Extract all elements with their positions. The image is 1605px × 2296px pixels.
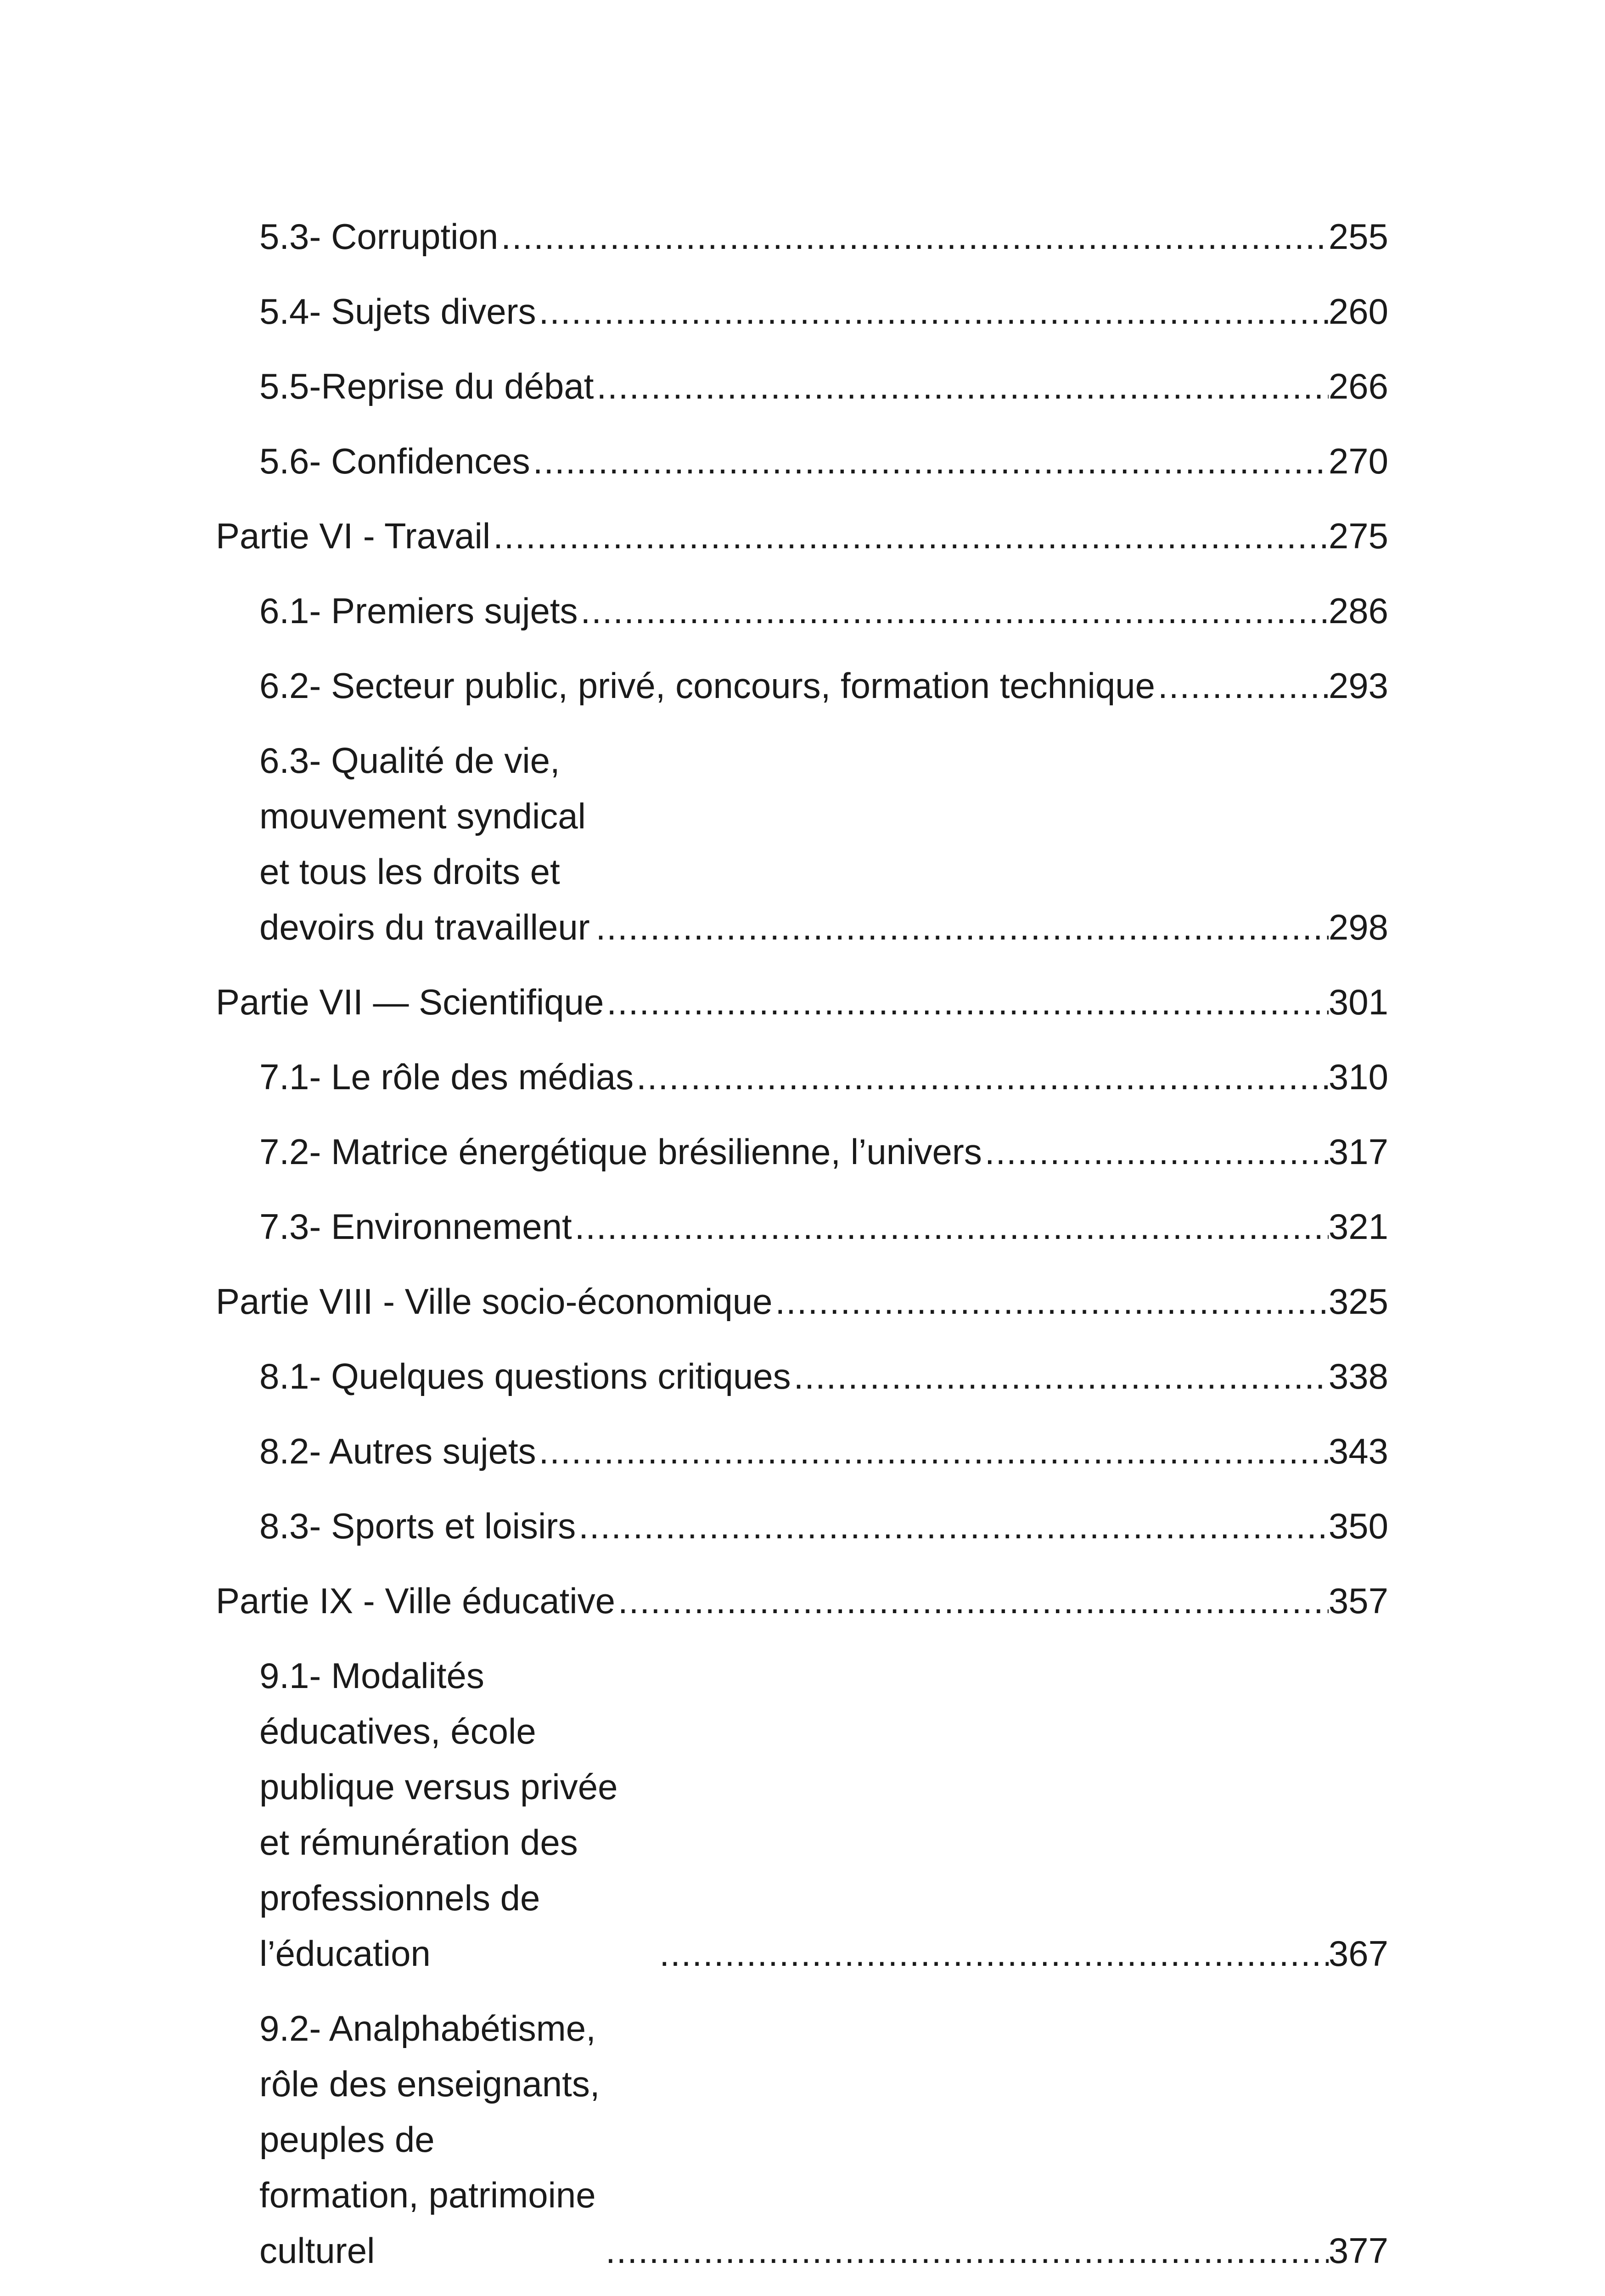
table-of-contents (216, 209, 1388, 2296)
toc-entry-8-1 (216, 1349, 1388, 1404)
toc-entry-partie-vii (216, 974, 1388, 1030)
toc-entry-5-3 (216, 209, 1388, 264)
toc-entry-9-2 (216, 2001, 1388, 2279)
toc-entry-title: Partie VII — Scientifique (216, 982, 604, 1022)
dot-leader (572, 1199, 1329, 1255)
dot-leader (536, 1424, 1329, 1479)
toc-entry-6-3 (216, 733, 1388, 955)
toc-page-number: 367 (1328, 1933, 1388, 1974)
dot-leader (604, 974, 1328, 1030)
toc-entry-7-2 (216, 1124, 1388, 1180)
dot-leader (593, 900, 1329, 955)
toc-entry-title: 8.1- Quelques questions critiques (259, 1356, 791, 1396)
toc-page-number: 270 (1328, 441, 1388, 481)
toc-entry-9-1 (216, 1648, 1388, 1981)
toc-page-number: 255 (1328, 216, 1388, 257)
dot-leader (1155, 658, 1329, 714)
toc-entry-title: 9.1- Modalités éducatives, école publique versus privée et rémunération des professionnels de l’éducation (259, 1655, 618, 1974)
toc-page-number: 357 (1328, 1581, 1388, 1621)
toc-entry-5-5 (216, 359, 1388, 414)
toc-entry-title: Partie IX - Ville éducative (216, 1581, 615, 1621)
toc-page-number: 310 (1328, 1057, 1388, 1097)
toc-entry-title: 7.3- Environnement (259, 1206, 572, 1247)
toc-entry-title: 8.2- Autres sujets (259, 1431, 536, 1471)
toc-page-number: 350 (1328, 1506, 1388, 1546)
toc-page-number: 377 (1328, 2230, 1388, 2271)
dot-leader (772, 1274, 1328, 1329)
toc-entry-partie-ix (216, 1573, 1388, 1629)
toc-page-number: 266 (1328, 366, 1388, 406)
toc-entry-title: 7.1- Le rôle des médias (259, 1057, 634, 1097)
toc-page-number: 321 (1328, 1206, 1388, 1247)
dot-leader (530, 433, 1329, 489)
toc-page-number: 317 (1328, 1131, 1388, 1172)
dot-leader (498, 209, 1329, 264)
toc-entry-title: 5.6- Confidences (259, 441, 530, 481)
toc-entry-title: 5.4- Sujets divers (259, 291, 536, 332)
toc-entry-7-1 (216, 1049, 1388, 1105)
dot-leader (634, 1049, 1329, 1105)
toc-entry-title: 6.2- Secteur public, privé, concours, formation technique (259, 665, 1156, 706)
dot-leader (578, 583, 1329, 639)
dot-leader (536, 284, 1329, 339)
toc-entry-partie-vi (216, 508, 1388, 564)
toc-entry-title: 5.3- Corruption (259, 216, 499, 257)
dot-leader (603, 2223, 1329, 2279)
dot-leader (615, 1573, 1329, 1629)
toc-entry-title: 8.3- Sports et loisirs (259, 1506, 576, 1546)
toc-page-number: 293 (1328, 665, 1388, 706)
dot-leader (791, 1349, 1329, 1404)
toc-page-number: 286 (1328, 591, 1388, 631)
toc-page-number: 338 (1328, 1356, 1388, 1396)
toc-entry-title: Partie VIII - Ville socio-économique (216, 1281, 773, 1322)
toc-page-number: 325 (1328, 1281, 1388, 1322)
toc-entry-title: Partie VI - Travail (216, 516, 491, 556)
dot-leader (594, 359, 1328, 414)
toc-entry-6-2 (216, 658, 1388, 714)
toc-entry-5-4 (216, 284, 1388, 339)
toc-entry-8-2 (216, 1424, 1388, 1479)
toc-entry-7-3 (216, 1199, 1388, 1255)
toc-page-number: 301 (1328, 982, 1388, 1022)
toc-entry-title: 6.3- Qualité de vie, mouvement syndical et tous les droits et devoirs du travailleur (259, 740, 590, 947)
toc-entry-title: 7.2- Matrice énergétique brésilienne, l’univers (259, 1131, 982, 1172)
dot-leader (657, 1926, 1328, 1981)
toc-entry-8-3 (216, 1498, 1388, 1554)
dot-leader (490, 508, 1329, 564)
dot-leader (576, 1498, 1329, 1554)
toc-entry-title: 6.1- Premiers sujets (259, 591, 578, 631)
toc-page-number: 343 (1328, 1431, 1388, 1471)
toc-entry-title: 5.5-Reprise du débat (259, 366, 594, 406)
toc-entry-partie-viii (216, 1274, 1388, 1329)
toc-page-number: 275 (1328, 516, 1388, 556)
toc-entry-title: 9.2- Analphabétisme, rôle des enseignants, peuples de formation, patrimoine culturel (259, 2008, 600, 2271)
toc-page-number: 260 (1328, 291, 1388, 332)
toc-entry-6-1 (216, 583, 1388, 639)
toc-page-number: 298 (1328, 907, 1388, 947)
dot-leader (982, 1124, 1329, 1180)
toc-entry-5-6 (216, 433, 1388, 489)
